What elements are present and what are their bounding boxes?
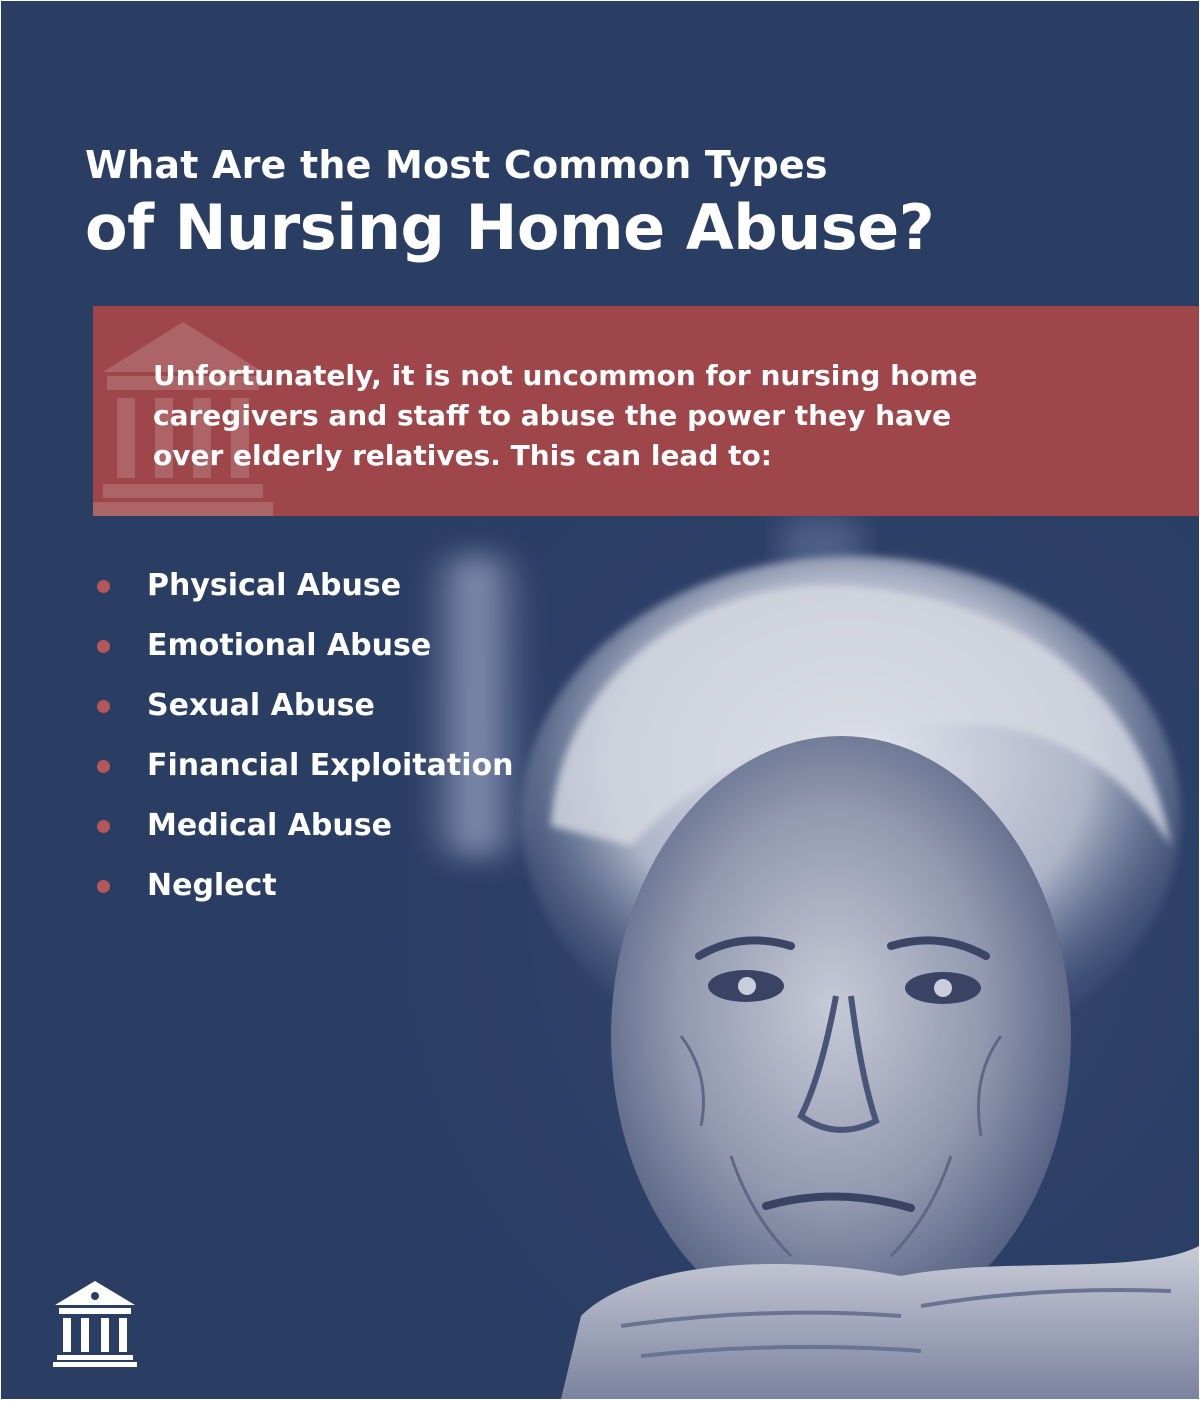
list-item-label: Sexual Abuse <box>147 688 375 723</box>
courthouse-logo-icon <box>53 1279 137 1367</box>
list-item <box>93 683 513 743</box>
intro-line: Unfortunately, it is not uncommon for nursing home <box>153 359 978 392</box>
list-item-label: Emotional Abuse <box>147 628 432 663</box>
page-title-line-2: of Nursing Home Abuse? <box>85 191 935 264</box>
bullet-icon <box>97 700 110 713</box>
intro-line: caregivers and staff to abuse the power they have <box>153 399 952 432</box>
intro-banner <box>93 306 1199 516</box>
abuse-types-list <box>93 563 513 923</box>
bullet-icon <box>97 640 110 653</box>
bullet-icon <box>97 820 110 833</box>
list-item-label: Neglect <box>147 868 277 903</box>
page-title-line-1: What Are the Most Common Types <box>85 143 828 187</box>
bullet-icon <box>97 760 110 773</box>
list-item <box>93 563 513 623</box>
bullet-icon <box>97 880 110 893</box>
list-item <box>93 803 513 863</box>
list-item <box>93 743 513 803</box>
bullet-icon <box>97 580 110 593</box>
list-item-label: Physical Abuse <box>147 568 402 603</box>
list-item-label: Financial Exploitation <box>147 748 514 783</box>
list-item <box>93 863 513 923</box>
intro-text <box>153 356 1153 476</box>
list-item <box>93 623 513 683</box>
infographic <box>1 1 1199 1399</box>
intro-line: over elderly relatives. This can lead to: <box>153 439 772 472</box>
list-item-label: Medical Abuse <box>147 808 392 843</box>
